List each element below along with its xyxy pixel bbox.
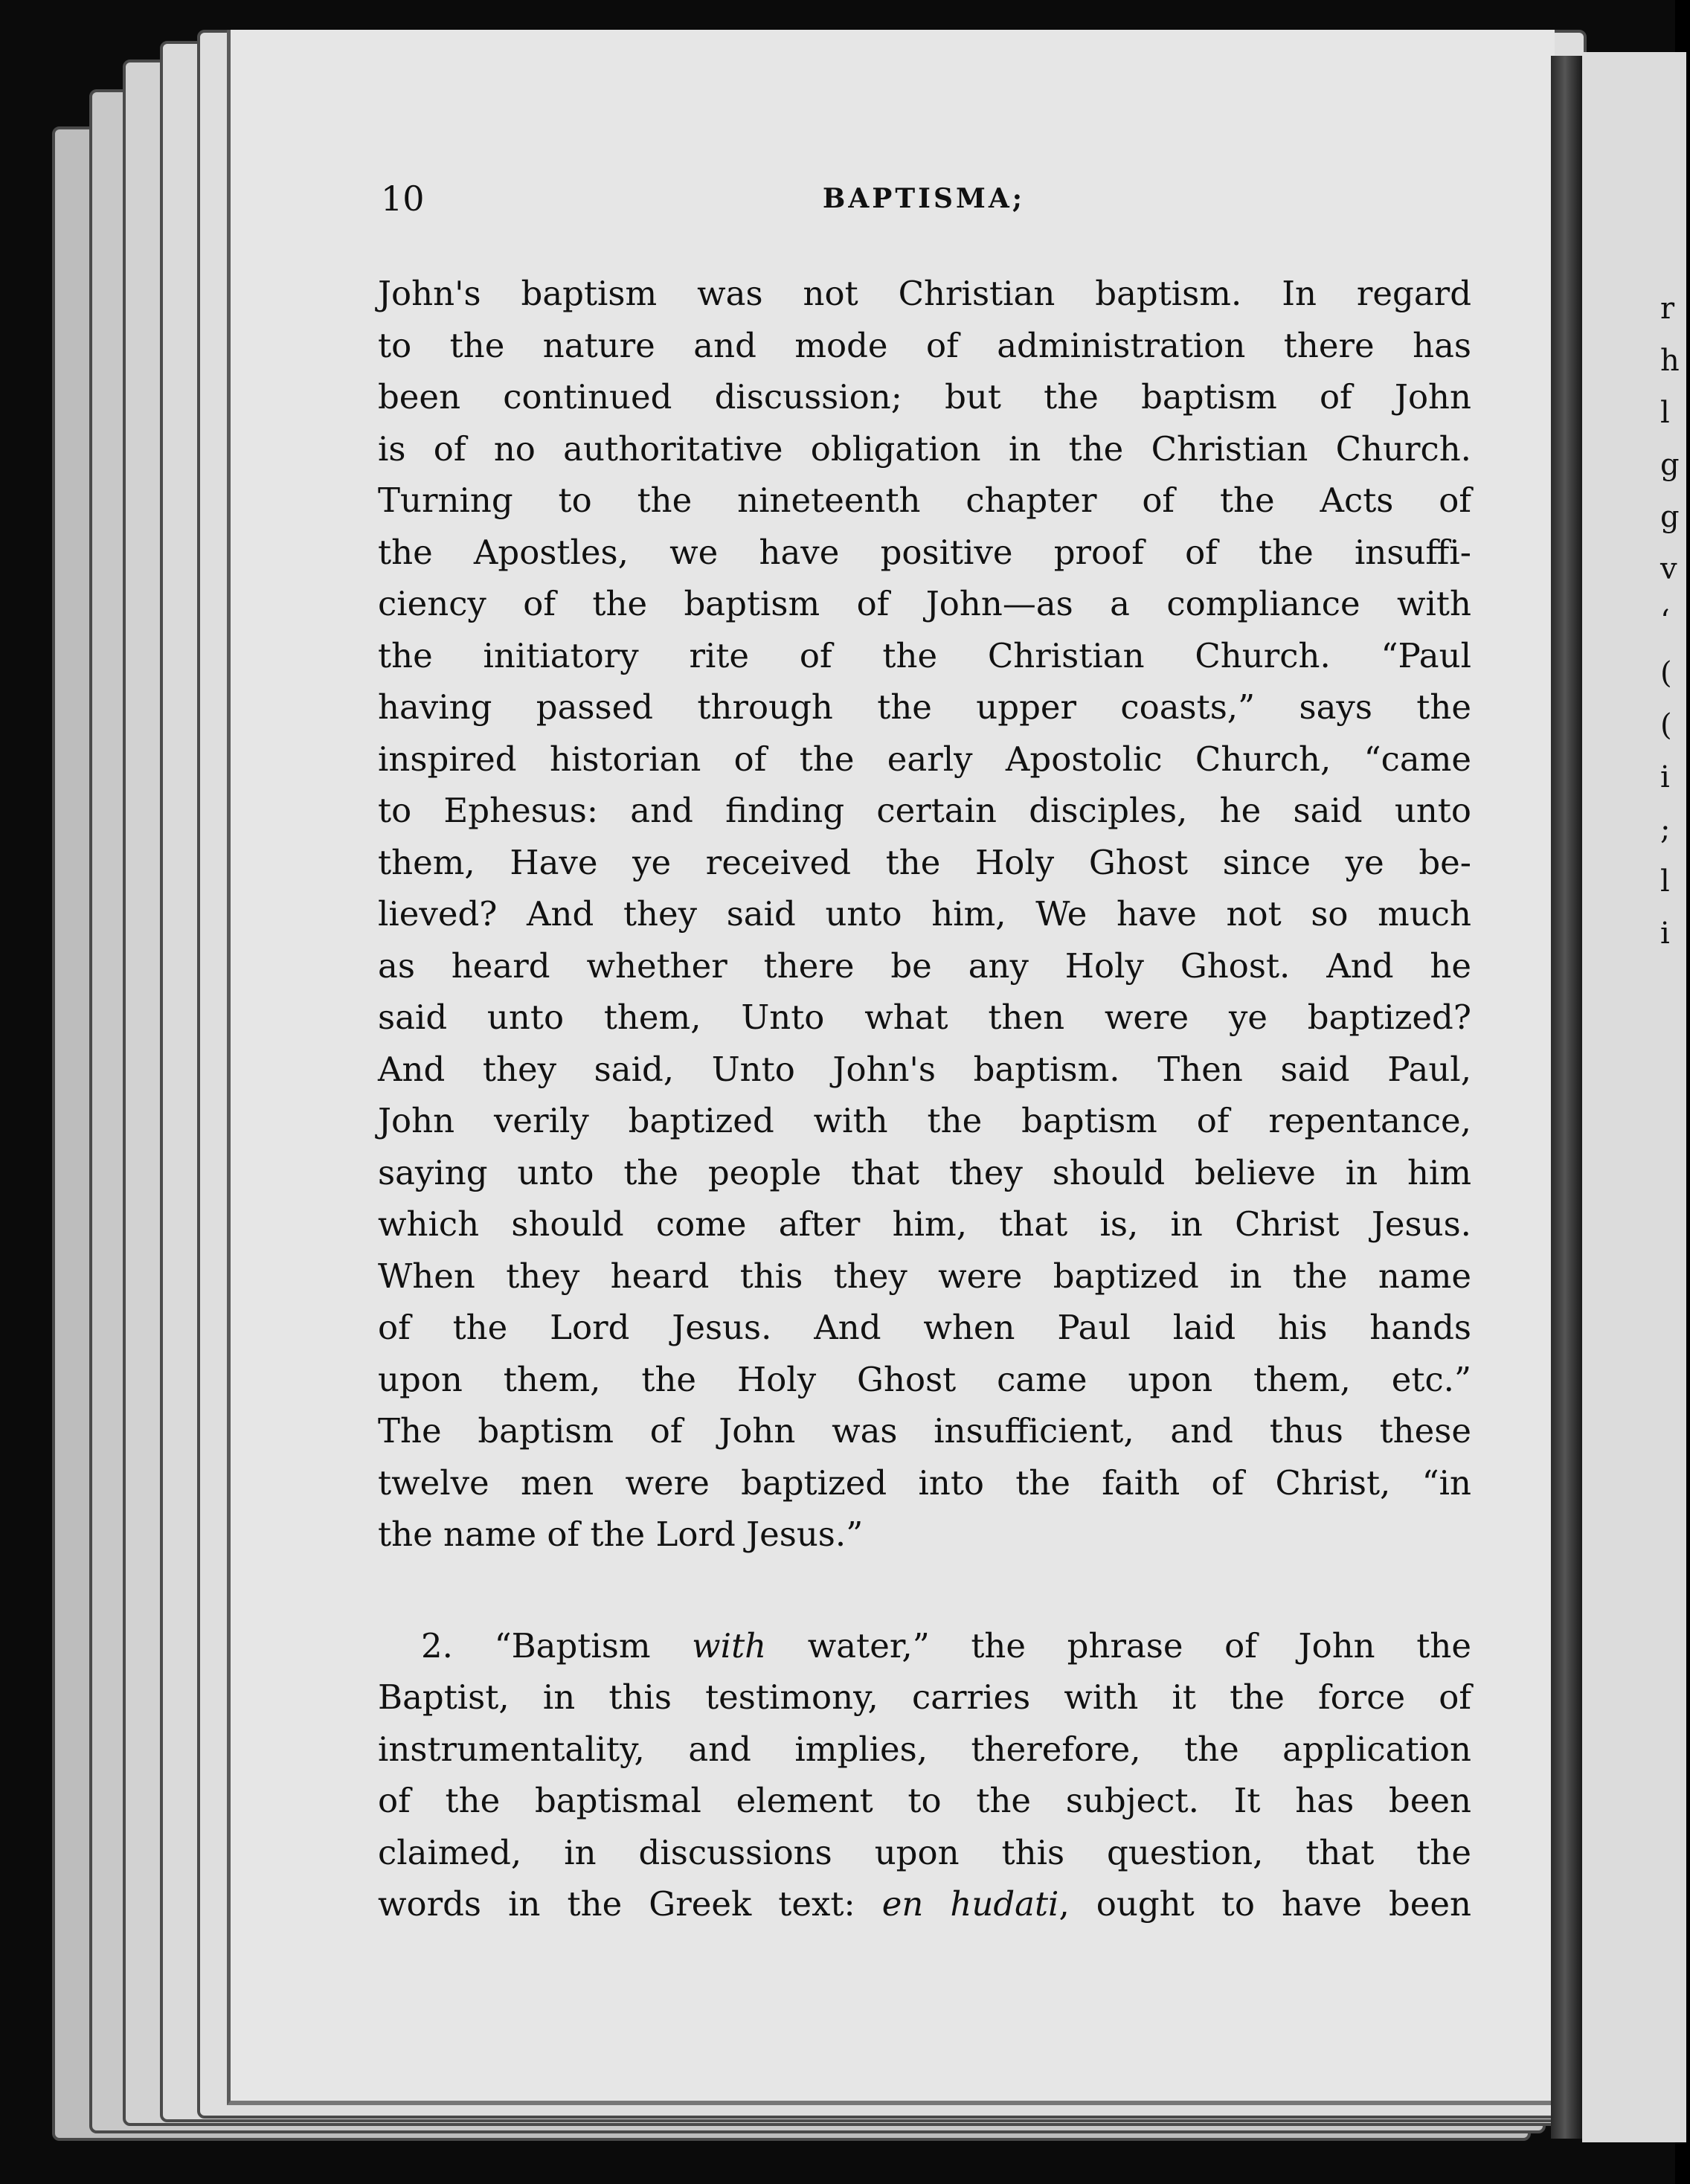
text-line: lieved? And they said unto him, We have not so much xyxy=(378,894,1471,934)
facing-page-letter: ‘ xyxy=(1660,604,1670,638)
facing-page-letter: l xyxy=(1660,864,1670,899)
text-line: ciency of the baptism of John—as a compliance with xyxy=(378,584,1471,623)
text-line: John's baptism was not Christian baptism. In regard xyxy=(378,274,1471,313)
text-line: Turning to the nineteenth chapter of the Acts of xyxy=(378,481,1471,520)
facing-page-letter: h xyxy=(1660,344,1680,378)
text-line: been continued discussion; but the baptism of John xyxy=(378,377,1471,417)
text-line: the Apostles, we have positive proof of the insuffi- xyxy=(378,532,1471,572)
running-head xyxy=(381,179,1467,223)
book-spine xyxy=(1551,56,1582,2139)
facing-page-letter: r xyxy=(1660,292,1675,326)
text-line: which should come after him, that is, in Christ Jesus. xyxy=(378,1204,1471,1244)
text-line: inspired historian of the early Apostolic Church, “came xyxy=(378,739,1471,779)
page-number: 10 xyxy=(381,179,425,219)
text-line: upon them, the Holy Ghost came upon them, etc.” xyxy=(378,1359,1471,1399)
facing-page-letter: i xyxy=(1660,760,1670,794)
text-line: saying unto the people that they should believe in him xyxy=(378,1152,1471,1192)
text-line: them, Have ye received the Holy Ghost since ye be- xyxy=(378,842,1471,882)
text-line: as heard whether there be any Holy Ghost. And he xyxy=(378,945,1471,986)
text-line: words in the Greek text: en hudati, ought to have been xyxy=(378,1884,1471,1924)
text-line: to Ephesus: and finding certain disciples, he said unto xyxy=(378,791,1471,830)
paragraph-1 xyxy=(378,268,1471,1561)
text-line: said unto them, Unto what then were ye baptized? xyxy=(378,998,1471,1037)
facing-page-letter: l xyxy=(1660,396,1670,430)
text-line: John verily baptized with the baptism of repentance, xyxy=(378,1101,1471,1140)
body-text xyxy=(378,268,1471,1930)
text-line: to the nature and mode of administration there has xyxy=(378,325,1471,365)
text-line: Baptist, in this testimony, carries with it the force of xyxy=(378,1677,1471,1717)
text-line: And they said, Unto John's baptism. Then said Paul, xyxy=(378,1049,1471,1089)
facing-page-letter: ( xyxy=(1660,708,1672,742)
facing-page-letter: g xyxy=(1660,448,1680,482)
text-line: having passed through the upper coasts,” says the xyxy=(378,687,1471,727)
facing-page-letter: i xyxy=(1660,916,1670,951)
text-line: of the Lord Jesus. And when Paul laid his hands xyxy=(378,1308,1471,1347)
text-line: twelve men were baptized into the faith of Christ, “in xyxy=(378,1462,1471,1503)
text-line: of the baptismal element to the subject. It has been xyxy=(378,1781,1471,1820)
text-line: When they heard this they were baptized in the name xyxy=(378,1256,1471,1296)
paragraph-2 xyxy=(378,1620,1471,1930)
running-title: BAPTISMA; xyxy=(822,183,1026,214)
text-line: the name of the Lord Jesus.” xyxy=(378,1515,864,1554)
facing-page-letter: g xyxy=(1660,500,1680,534)
text-line: 2. “Baptism with water,” the phrase of John the xyxy=(421,1625,1471,1666)
facing-page-letter: v xyxy=(1660,552,1677,586)
facing-page-text xyxy=(1660,283,1690,960)
text-line: is of no authoritative obligation in the Christian Church. xyxy=(378,428,1471,469)
text-line: claimed, in discussions upon this question, that the xyxy=(378,1832,1471,1872)
text-line: instrumentality, and implies, therefore, the application xyxy=(378,1729,1471,1769)
facing-page-letter: ; xyxy=(1660,812,1671,847)
text-line: The baptism of John was insufficient, and thus these xyxy=(378,1411,1471,1451)
text-line: the initiatory rite of the Christian Church. “Paul xyxy=(378,635,1471,675)
facing-page-letter: ( xyxy=(1660,656,1672,690)
